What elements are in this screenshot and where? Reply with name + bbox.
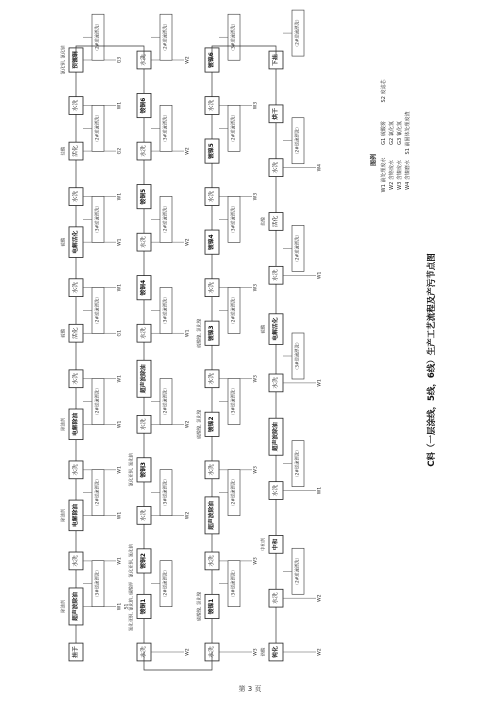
process-step-label: 活化 xyxy=(273,215,279,228)
process-step-label: 烘干 xyxy=(273,108,279,120)
page-number: 第 3 页 xyxy=(238,685,262,693)
process-step-label: 电解除油 xyxy=(73,412,79,436)
emission-code: W3 xyxy=(253,101,259,110)
process-step-label: 水洗 xyxy=(273,161,279,174)
emission-code: G2 xyxy=(117,147,123,155)
legend-item: G3 氰化氢 xyxy=(397,121,403,145)
rinse-tank-label: （3#逆流漂洗） xyxy=(163,112,169,145)
rinse-tank-label: （3#逆流漂洗） xyxy=(231,385,237,418)
process-step-label: 电解除油 xyxy=(73,503,79,527)
process-step-label: 水洗 xyxy=(209,99,215,112)
process-step-label: 水洗 xyxy=(209,372,215,385)
process-step-label: 水洗 xyxy=(73,190,79,203)
rinse-tank-label: （3#逆流漂洗） xyxy=(163,294,169,327)
process-step-label: 水洗 xyxy=(141,418,147,431)
process-step-label: 水洗 xyxy=(73,281,79,294)
rinse-tank-label: （2#逆流漂洗） xyxy=(231,476,237,509)
row-connector-1-2 xyxy=(76,46,144,60)
chemical-note: 铬酸 xyxy=(261,647,267,657)
process-step-label: 镀镍1 xyxy=(209,598,215,615)
process-step-label: 镀镍2 xyxy=(209,416,215,433)
emission-code: W3 xyxy=(253,648,259,656)
rinse-tank-label: （2#逆流漂洗） xyxy=(295,124,301,157)
process-step-label: 超声波除油 xyxy=(141,364,147,394)
rinse-tank-label: （3#逆流漂洗） xyxy=(95,203,101,236)
chemical-note: 氰化亚铜, 氰化钠 xyxy=(129,453,135,487)
process-step-label: 水洗 xyxy=(273,269,279,282)
emission-code: W1 xyxy=(117,192,123,201)
rinse-tank-label: （3#逆流漂洗） xyxy=(163,476,169,509)
process-step-label: 水洗 xyxy=(273,377,279,389)
process-step-label: 超声波除油 xyxy=(209,500,215,530)
emission-code: W2 xyxy=(317,594,323,602)
legend-item: G1 硫酸雾 xyxy=(381,121,387,145)
emission-code: W3 xyxy=(253,192,259,201)
process-step-label: 镀镍5 xyxy=(209,143,215,159)
process-step-label: 超声波除油 xyxy=(273,422,279,452)
process-step-label: 水洗 xyxy=(73,555,79,567)
chemical-note: 中和剂 xyxy=(261,537,267,551)
legend-title: 图例 xyxy=(370,153,378,167)
emission-code: W3 xyxy=(253,557,259,565)
emission-code: W1 xyxy=(117,238,123,246)
chemical-note: 氰化亚铜, 氰化钠, 碳酸钾 xyxy=(129,581,135,632)
emission-code: W1 xyxy=(317,379,323,387)
emission-code: W1 xyxy=(117,420,123,429)
process-step-label: 水洗 xyxy=(141,509,147,522)
rinse-tank-label: （3#逆流漂洗） xyxy=(95,567,101,600)
chemical-note: 硫酸镍, 氯化镍 xyxy=(197,318,203,348)
process-step-label: 水洗 xyxy=(209,646,215,658)
rinse-tank-label: （3#逆流漂洗） xyxy=(295,339,301,373)
legend-item: W2 含铬废水 xyxy=(389,160,395,190)
row-connector-3-4 xyxy=(212,46,276,60)
process-step-label: 水洗 xyxy=(209,555,215,567)
process-step-label: 水洗 xyxy=(73,372,79,385)
process-step-label: 中和 xyxy=(273,538,279,551)
chemical-note: 硫酸 xyxy=(261,324,267,334)
process-step-label: 镀铜1 xyxy=(141,598,147,615)
process-step-label: 水洗 xyxy=(141,646,147,658)
process-step-label: 预镀铜 xyxy=(73,51,79,69)
chemical-note: 硫酸镍, 氯化镍 xyxy=(197,591,203,622)
emission-code: W3 xyxy=(253,375,259,383)
rinse-tank-label: （2#逆流漂洗） xyxy=(231,294,237,327)
chemical-note: 硫酸 xyxy=(61,237,67,247)
process-step-label: 下挂 xyxy=(273,54,279,66)
rinse-tank-label: （3#逆流漂洗） xyxy=(231,567,237,600)
chemical-note: 除油剂 xyxy=(61,508,67,522)
emission-code: W2 xyxy=(185,648,191,656)
emission-code: W1 xyxy=(317,271,323,280)
emission-code: W2 xyxy=(185,56,191,64)
emission-code: S1 xyxy=(124,603,130,610)
process-step-label: 电解活化 xyxy=(73,230,79,254)
process-step-label: 镀铜4 xyxy=(141,279,147,296)
process-step-label: 水洗 xyxy=(209,281,215,294)
process-step-label: 水洗 xyxy=(73,99,79,112)
process-step-label: 活化 xyxy=(73,327,79,340)
row-connector-2-3 xyxy=(144,652,212,670)
process-step-label: 水洗 xyxy=(209,190,215,203)
chemical-note: 氰化亚铜, 氰化钠 xyxy=(129,544,135,578)
rinse-tank-label: （2#逆流漂洗） xyxy=(95,294,101,327)
process-step-label: 挂于 xyxy=(73,646,79,658)
emission-code: W1 xyxy=(317,486,323,495)
emission-code: W1 xyxy=(117,375,123,383)
process-step-label: 镀镍3 xyxy=(209,325,215,342)
chemical-note: 氰化铜, 氰化钠 xyxy=(61,45,67,75)
rinse-tank-label: （2#逆流漂洗） xyxy=(295,447,301,480)
chemical-note: 硫酸镍, 氯化镍 xyxy=(197,409,203,439)
emission-code: W2 xyxy=(317,648,323,656)
legend-item: W4 含镍磨水 xyxy=(405,160,411,190)
rinse-tank-label: （3#逆流漂洗） xyxy=(231,203,237,236)
emission-code: W3 xyxy=(253,283,259,292)
emission-code: G1 xyxy=(117,329,123,337)
legend-item: G2 氯化氢 xyxy=(389,121,395,145)
process-step-label: 镀镍6 xyxy=(209,52,215,68)
emission-code: W2 xyxy=(185,420,191,429)
rinse-tank-label: （2#逆流漂洗） xyxy=(295,232,301,265)
process-row-1 xyxy=(60,14,130,661)
process-step-label: 镀铜3 xyxy=(141,462,147,478)
process-row-2 xyxy=(128,14,191,661)
process-step-label: 活化 xyxy=(73,145,79,157)
emission-code: W1 xyxy=(117,466,123,474)
process-step-label: 镀铜2 xyxy=(141,553,147,569)
chemical-note: 盐酸 xyxy=(61,146,67,156)
rinse-tank-label: （2#逆流漂洗） xyxy=(295,555,301,588)
rinse-tank-label: （2#逆流漂洗） xyxy=(163,567,169,600)
rinse-tank-label: （2#逆流漂洗） xyxy=(95,21,101,54)
process-step-label: 水洗 xyxy=(73,464,79,476)
process-step-label: 水洗 xyxy=(141,145,147,157)
rinse-tank-label: （2#逆流漂洗） xyxy=(163,21,169,54)
rinse-tank-label: （2#逆流漂洗） xyxy=(163,203,169,236)
process-step-label: 水洗 xyxy=(273,484,279,497)
chemical-note: 除油剂 xyxy=(61,599,67,614)
process-step-label: 镀铜5 xyxy=(141,188,147,205)
legend xyxy=(370,79,412,193)
rinse-tank-label: （2#逆流漂洗） xyxy=(95,476,101,509)
chemical-note: 硫酸 xyxy=(61,328,67,338)
rinse-tank-label: （3#逆流漂洗） xyxy=(231,21,237,54)
legend-item: W3 含镍废水 xyxy=(397,160,403,190)
rinse-tank-label: （2#逆流漂洗） xyxy=(163,385,169,418)
process-row-4 xyxy=(260,10,323,661)
emission-code: W1 xyxy=(117,283,123,292)
emission-code: G3 xyxy=(117,56,123,64)
rinse-tank-label: （2#逆流漂洗） xyxy=(231,112,237,145)
process-step-label: 水洗 xyxy=(141,327,147,340)
process-step-label: 水洗 xyxy=(141,236,147,248)
process-step-label: 电解活化 xyxy=(273,317,279,341)
emission-code: W4 xyxy=(317,163,323,172)
process-step-label: 镀铜6 xyxy=(141,97,147,114)
process-step-label: 水洗 xyxy=(273,592,279,604)
emission-code: W3 xyxy=(253,466,259,474)
process-step-label: 钝化 xyxy=(273,646,279,658)
rinse-tank-label: （2#逆流漂洗） xyxy=(95,112,101,145)
legend-item: S1 前固体处理废渣 xyxy=(405,111,411,155)
process-step-label: 水洗 xyxy=(209,464,215,476)
emission-code: W2 xyxy=(185,147,191,155)
emission-code: W1 xyxy=(117,557,123,565)
legend-item: W1 前处理废水 xyxy=(381,157,387,193)
emission-code: W1 xyxy=(185,329,191,337)
process-step-label: 水洗 xyxy=(141,54,147,66)
emission-code: W2 xyxy=(185,511,191,520)
process-step-label: 镀镍4 xyxy=(209,234,215,250)
emission-code: W1 xyxy=(117,101,123,110)
process-step-label: 超声波除油 xyxy=(73,591,79,621)
document-title: C料（一层涂线，5线，6线）生产工艺流程及产污节点图 xyxy=(427,253,437,467)
chemical-note: 除油剂 xyxy=(61,417,67,431)
rinse-tank-label: （2#逆流漂洗） xyxy=(95,385,101,418)
emission-code: W1 xyxy=(117,511,123,520)
process-row-3 xyxy=(196,14,259,661)
rinse-tank-label: （2#逆流漂洗） xyxy=(295,17,301,50)
legend-item: S2 废滤芯 xyxy=(381,79,387,103)
chemical-note: 盐酸 xyxy=(261,217,267,226)
emission-code: W1 xyxy=(117,602,123,611)
emission-code: W2 xyxy=(185,238,191,246)
